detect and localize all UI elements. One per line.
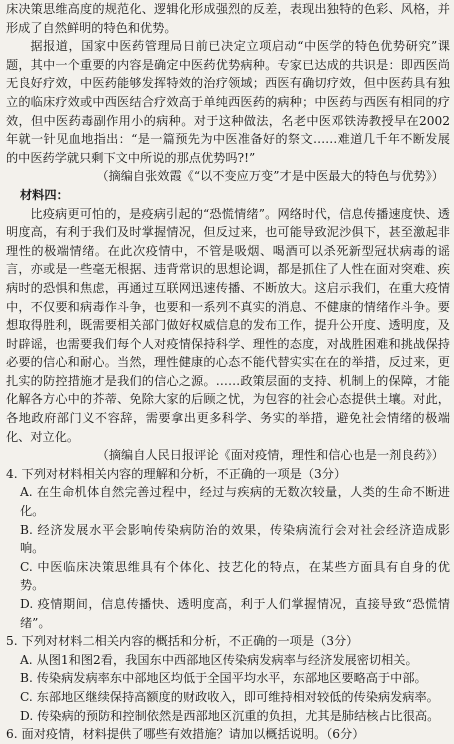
- question-option: D. 传染病的预防和控制依然是西部地区沉重的负担，尤其是肺结核占比很高。: [20, 708, 440, 723]
- material4-source: （摘编自人民日报评论《面对疫情，理性和信心也是一剂良药》）: [96, 448, 444, 463]
- question-4: [6, 465, 450, 632]
- question-option: B. 传染病发病率东中部地区均低于全国平均水平，东部地区要略高于中部。: [20, 671, 427, 686]
- question-option: D. 疫情期间，信息传播快、透明度高，利于人们掌握情况，直接导致“恐慌情绪”。: [20, 597, 450, 630]
- question-stem: 6. 面对疫情，材料提供了哪些有效措施？请加以概括说明。（6分）: [6, 727, 365, 742]
- question-option: A. 从图1和图2看，我国东中西部地区传染病发病率与经济发展密切相关。: [20, 652, 418, 667]
- question-option: C. 东部地区继续保持高额度的财政收入，即可维持相对较低的传染病发病率。: [20, 689, 439, 704]
- question-5: [6, 632, 450, 725]
- question-option: C. 中医临床决策思维具有个体化、技艺化的特点，在某些方面具有自身的优势。: [20, 559, 450, 593]
- material4-body: 比疫病更可怕的，是疫病引起的“恐慌情绪”。网络时代，信息传播速度快、透明度高，有利于我们及时掌握情况，但反过来，也可能导致泥沙俱下，甚至激起非理性的极端情绪。在此次疫情中，不管是吸烟、喝酒可以杀死新型冠状病毒的谣言，亦或是一些毫无根据、违背常识的思想论调，都是抓住了人性在面对突难、疾病时的恐惧和焦虑，再通过互联网迅速传播、不断放大。这启示我们，在重大疫情中，不仅要和病毒作斗争，也要和一系列不真实的消息、不健康的情绪作斗争。要想取得胜利，既需要相关部门做好权威信息的发布工作，提升公开度、透明度，及时辟谣，也需要我们每个人对疫情保持科学、理性的态度，对战胜困难和挑战保持必要的信心和耐心。当然，理性健康的心态不能代替实实在在的举措，反过来，更扎实的防控措施才是我们的信心之源。……政策层面的支持、机制上的保障，才能化解各方心中的芥蒂、免除大家的后顾之忧，为包容的社会心态提供土壤。对此，各地政府部门义不容辞，需要拿出更多科学、务实的举措，避免社会情绪的极端化、对立化。: [6, 206, 450, 444]
- material3-continued-text: 床决策思维高度的规范化、逻辑化形成强烈的反差，表现出独特的色彩、风格，并形成了自然鲜明的特色和优势。: [6, 2, 450, 35]
- material4-heading: 材料四：: [20, 187, 69, 202]
- question-option: A. 在生命机体自然完善过程中，经过与疾病的无数次较量，人类的生命不断进化。: [20, 485, 450, 519]
- material3-source: （摘编自张效霞《“以不变应万变”才是中医最大的特色与优势》）: [96, 169, 444, 184]
- question-stem: 5. 下列对材料二相关内容的概括和分析，不正确的一项是（3分）: [6, 634, 359, 649]
- material3-paragraph: 据报道，国家中医药管理局日前已决定立项启动“中医学的特色优势研究”课题，其中一个重要的内容是确定中医药优势病种。专家已达成的共识是：即西医尚无良好疗效，中医药能够发挥特效的治疗领域；西医有确切疗效，但中医药具有独立的临床疗效或中西医结合疗效高于单纯西医药的病种；中医药与西医有相同的疗效，但中医药毒副作用小的病种。对于这种做法，名老中医邓铁涛教授早在2002年就一针见血地指出：“是一篇预先为中医准备好的祭文……难道几千年不断发展的中医药学就只剩下文中所说的那点优势吗?!”: [6, 39, 450, 165]
- question-option: B. 经济发展水平会影响传染病防治的效果，传染病流行会对社会经济造成影响。: [20, 522, 450, 556]
- question-6: [6, 725, 450, 744]
- question-stem: 4. 下列对材料相关内容的理解和分析，不正确的一项是（3分）: [6, 466, 347, 481]
